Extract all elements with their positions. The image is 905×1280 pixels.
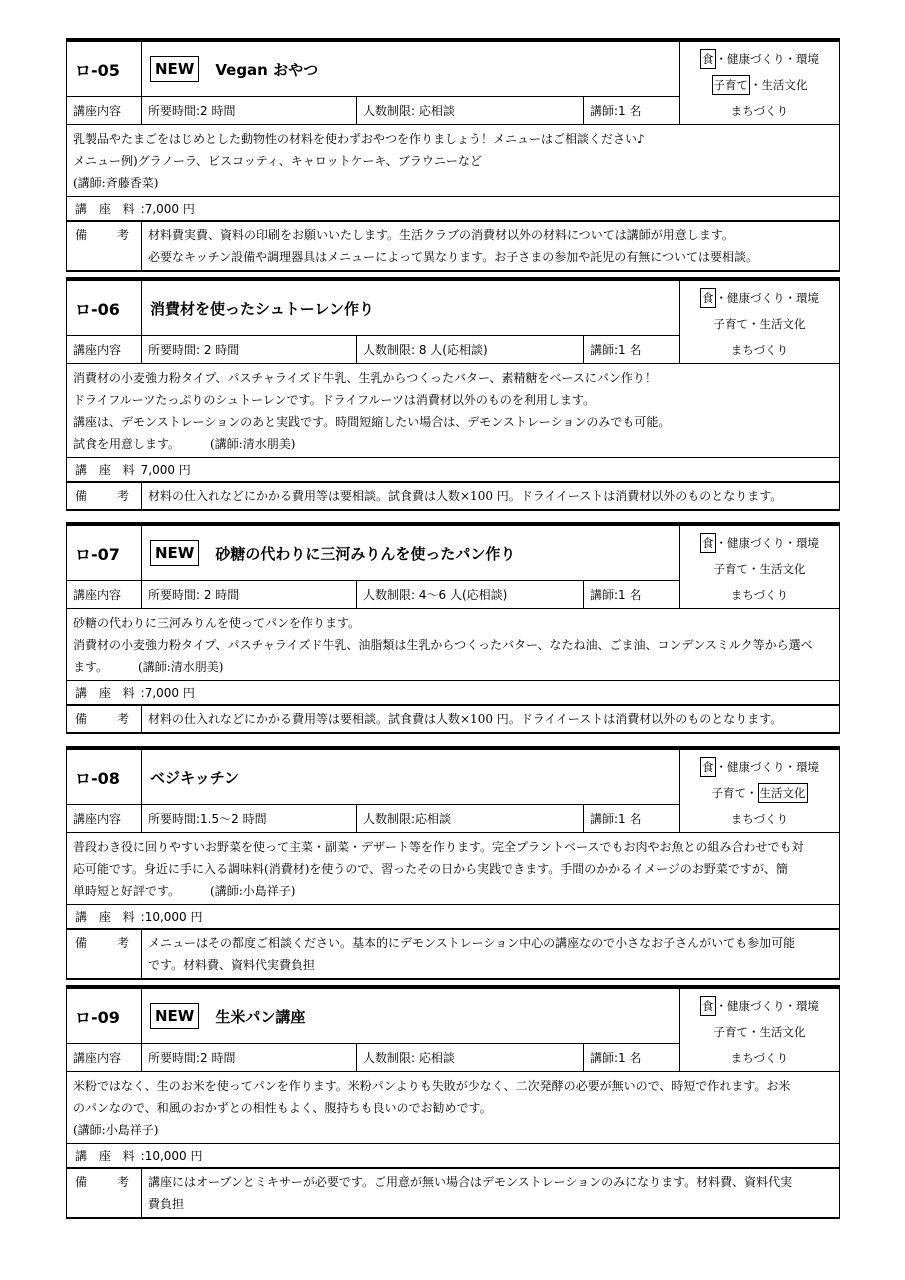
capacity: 人数制限: 4〜6 人(応相談): [357, 581, 584, 608]
course-title: 砂糖の代わりに三河みりんを使ったパン作り: [215, 544, 516, 563]
tag-food: 食: [700, 49, 716, 69]
tag-child: 子育て: [713, 1025, 748, 1039]
course-card-ro07: [66, 522, 840, 734]
fee-value: 10,000 円: [144, 1149, 203, 1163]
duration: 所要時間:2 時間: [142, 97, 357, 124]
instructor-count: 講師:1 名: [590, 104, 642, 118]
tag-culture: 生活文化: [759, 1025, 806, 1039]
content-label: 講座内容: [67, 805, 142, 832]
category-tags: 食 ・健康づくり・環境 子育て ・ 生活文化 まちづくり: [679, 42, 839, 124]
note-row: [67, 929, 839, 978]
fee-row: 講 座 料 : 10,000 円: [67, 904, 839, 929]
category-tags: 食 ・健康づくり・環境 子育て ・ 生活文化 まちづくり: [679, 989, 839, 1071]
course-card-ro06: [66, 277, 840, 511]
course-card-ro09: [66, 985, 840, 1219]
tag-culture: 生活文化: [761, 78, 808, 92]
duration: 所要時間:2 時間: [142, 1044, 357, 1071]
tag-child: 子育て: [713, 562, 748, 576]
note-text: 材料の仕入れなどにかかる費用等は要相談。試食費は人数×100 円。ドライイーストは消費材以外のものとなります。: [148, 712, 783, 726]
course-description: 乳製品やたまごをはじめとした動物性の材料を使わずおやつを作りましょう！メニューはご相談ください♪ メニュー例)グラノーラ、ビスコッティ、キャロットケーキ、ブラウニーなど (講師:斉藤香菜): [67, 124, 839, 196]
course-description: 消費材の小麦強力粉タイプ、パスチャライズド牛乳、生乳からつくったバター、素精糖をベースにパン作り！ ドライフルーツたっぷりのシュトーレンです。ドライフルーツは消費材以外のものを利用します。 講座は、デモンストレーションのあと実践です。時間短縮したい場合は、デモンストレーションのみでも可能。 試食を用意します。 (講師:清水朋美): [67, 363, 839, 457]
tag-health: ・健康づくり・環境: [715, 291, 819, 305]
tag-health: ・健康づくり・環境: [715, 52, 819, 66]
tag-culture: 生活文化: [758, 783, 808, 803]
tag-child: 子育て: [713, 317, 748, 331]
tag-food: 食: [700, 757, 716, 777]
course-code: ロ-09: [67, 989, 142, 1043]
course-code: ロ-05: [67, 42, 142, 96]
fee-label: 講 座 料: [75, 202, 139, 216]
capacity: 人数制限: 応相談: [357, 1044, 584, 1071]
duration: 所要時間: 2 時間: [142, 581, 357, 608]
new-badge: NEW: [150, 56, 199, 82]
note-row: [67, 221, 839, 270]
fee-label: 講 座 料: [75, 1149, 139, 1163]
course-description: 米粉ではなく、生のお米を使ってパンを作ります。米粉パンよりも失敗が少なく、二次発酵の必要が無いので、時短で作れます。お米 のパンなので、和風のおかずとの相性もよく、腹持ちも良いのでお勧めです。 (講師:小島祥子): [67, 1071, 839, 1143]
fee-value: 10,000 円: [144, 910, 203, 924]
tag-town: まちづくり: [730, 343, 789, 357]
course-code: ロ-08: [67, 750, 142, 804]
category-tags: 食 ・健康づくり・環境 子育て ・ 生活文化 まちづくり: [679, 526, 839, 608]
fee-value: 7,000 円: [140, 463, 191, 477]
content-label: 講座内容: [67, 97, 142, 124]
duration: 所要時間: 2 時間: [142, 336, 357, 363]
course-title: 生米パン講座: [215, 1007, 306, 1026]
fee-row: 講 座 料 : 7,000 円: [67, 196, 839, 221]
course-description: 普段わき役に回りやすいお野菜を使って主菜・副菜・デザート等を作ります。完全プラントベースでもお肉やお魚との組み合わせでも対 応可能です。身近に手に入る調味料(消費材)を使うので、習ったその日から実践できます。手間のかかるイメージのお野菜ですが、簡 単時短と好評です。 (講師:小島祥子): [67, 832, 839, 904]
course-header: [67, 281, 839, 363]
course-description: 砂糖の代わりに三河みりんを使ってパンを作ります。 消費材の小麦強力粉タイプ、パスチャライズド牛乳、油脂類は生乳からつくったバター、なたね油、ごま油、コンデンスミルク等から選べ ます。 (講師:清水朋美): [67, 608, 839, 680]
tag-culture: 生活文化: [759, 562, 806, 576]
course-code: ロ-07: [67, 526, 142, 580]
note-text: 材料費実費、資料の印刷をお願いいたします。生活クラブの消費材以外の材料については講師が用意します。 必要なキッチン設備や調理器具はメニューによって異なります。お子さまの参加や託児の有無については要相談。: [148, 228, 758, 264]
tag-town: まちづくり: [730, 104, 789, 118]
fee-row: 講 座 料 : 10,000 円: [67, 1143, 839, 1168]
instructor-count: 講師:1 名: [590, 343, 642, 357]
tag-food: 食: [700, 288, 716, 308]
content-label: 講座内容: [67, 336, 142, 363]
capacity: 人数制限: 8 人(応相談): [357, 336, 584, 363]
tag-town: まちづくり: [730, 1051, 789, 1065]
note-row: [67, 705, 839, 732]
note-label: 備 考: [67, 706, 142, 732]
tag-health: ・健康づくり・環境: [715, 999, 819, 1013]
course-card-ro05: [66, 38, 840, 272]
note-row: [67, 1168, 839, 1217]
content-label: 講座内容: [67, 581, 142, 608]
course-header: [67, 526, 839, 608]
fee-row: [67, 457, 839, 482]
tag-culture: 生活文化: [759, 317, 806, 331]
instructor-count: 講師:1 名: [590, 1051, 642, 1065]
course-header: [67, 42, 839, 124]
fee-value: 7,000 円: [144, 202, 195, 216]
note-text: 講座にはオーブンとミキサーが必要です。ご用意が無い場合はデモンストレーションのみになります。材料費、資料代実 費負担: [148, 1175, 793, 1211]
new-badge: NEW: [150, 540, 199, 566]
course-code: ロ-06: [67, 281, 142, 335]
course-title: 消費材を使ったシュトーレン作り: [150, 299, 375, 318]
tag-food: 食: [700, 533, 716, 553]
tag-child: 子育て: [711, 786, 746, 800]
category-tags: 食 ・健康づくり・環境 子育て ・ 生活文化 まちづくり: [679, 281, 839, 363]
course-header: [67, 750, 839, 832]
course-header: [67, 989, 839, 1071]
note-text: メニューはその都度ご相談ください。基本的にデモンストレーション中心の講座なので小さなお子さんがいても参加可能 です。材料費、資料代実費負担: [148, 936, 796, 972]
tag-food: 食: [700, 996, 716, 1016]
instructor-count: 講師:1 名: [590, 812, 642, 826]
note-row: [67, 482, 839, 509]
note-label: 備 考: [67, 222, 142, 270]
tag-health: ・健康づくり・環境: [715, 760, 819, 774]
content-label: 講座内容: [67, 1044, 142, 1071]
new-badge: NEW: [150, 1003, 199, 1029]
course-title: ベジキッチン: [150, 768, 239, 787]
fee-label: 講 座 料: [75, 686, 139, 700]
tag-health: ・健康づくり・環境: [715, 536, 819, 550]
tag-child: 子育て: [712, 75, 751, 95]
note-text: 材料の仕入れなどにかかる費用等は要相談。試食費は人数×100 円。ドライイーストは消費材以外のものとなります。: [148, 489, 783, 503]
fee-label: 講 座 料: [75, 910, 139, 924]
fee-value: 7,000 円: [144, 686, 195, 700]
tag-town: まちづくり: [730, 588, 789, 602]
note-label: 備 考: [67, 483, 142, 509]
category-tags: 食 ・健康づくり・環境 子育て ・ 生活文化 まちづくり: [679, 750, 839, 832]
duration: 所要時間:1.5〜2 時間: [142, 805, 357, 832]
course-card-ro08: [66, 746, 840, 980]
capacity: 人数制限: 応相談: [357, 97, 584, 124]
note-label: 備 考: [67, 1169, 142, 1217]
fee-label: 講 座 料: [75, 463, 139, 477]
fee-row: 講 座 料 : 7,000 円: [67, 680, 839, 705]
capacity: 人数制限:応相談: [357, 805, 584, 832]
tag-town: まちづくり: [730, 812, 789, 826]
course-title: Vegan おやつ: [215, 60, 319, 79]
instructor-count: 講師:1 名: [590, 588, 642, 602]
note-label: 備 考: [67, 930, 142, 978]
